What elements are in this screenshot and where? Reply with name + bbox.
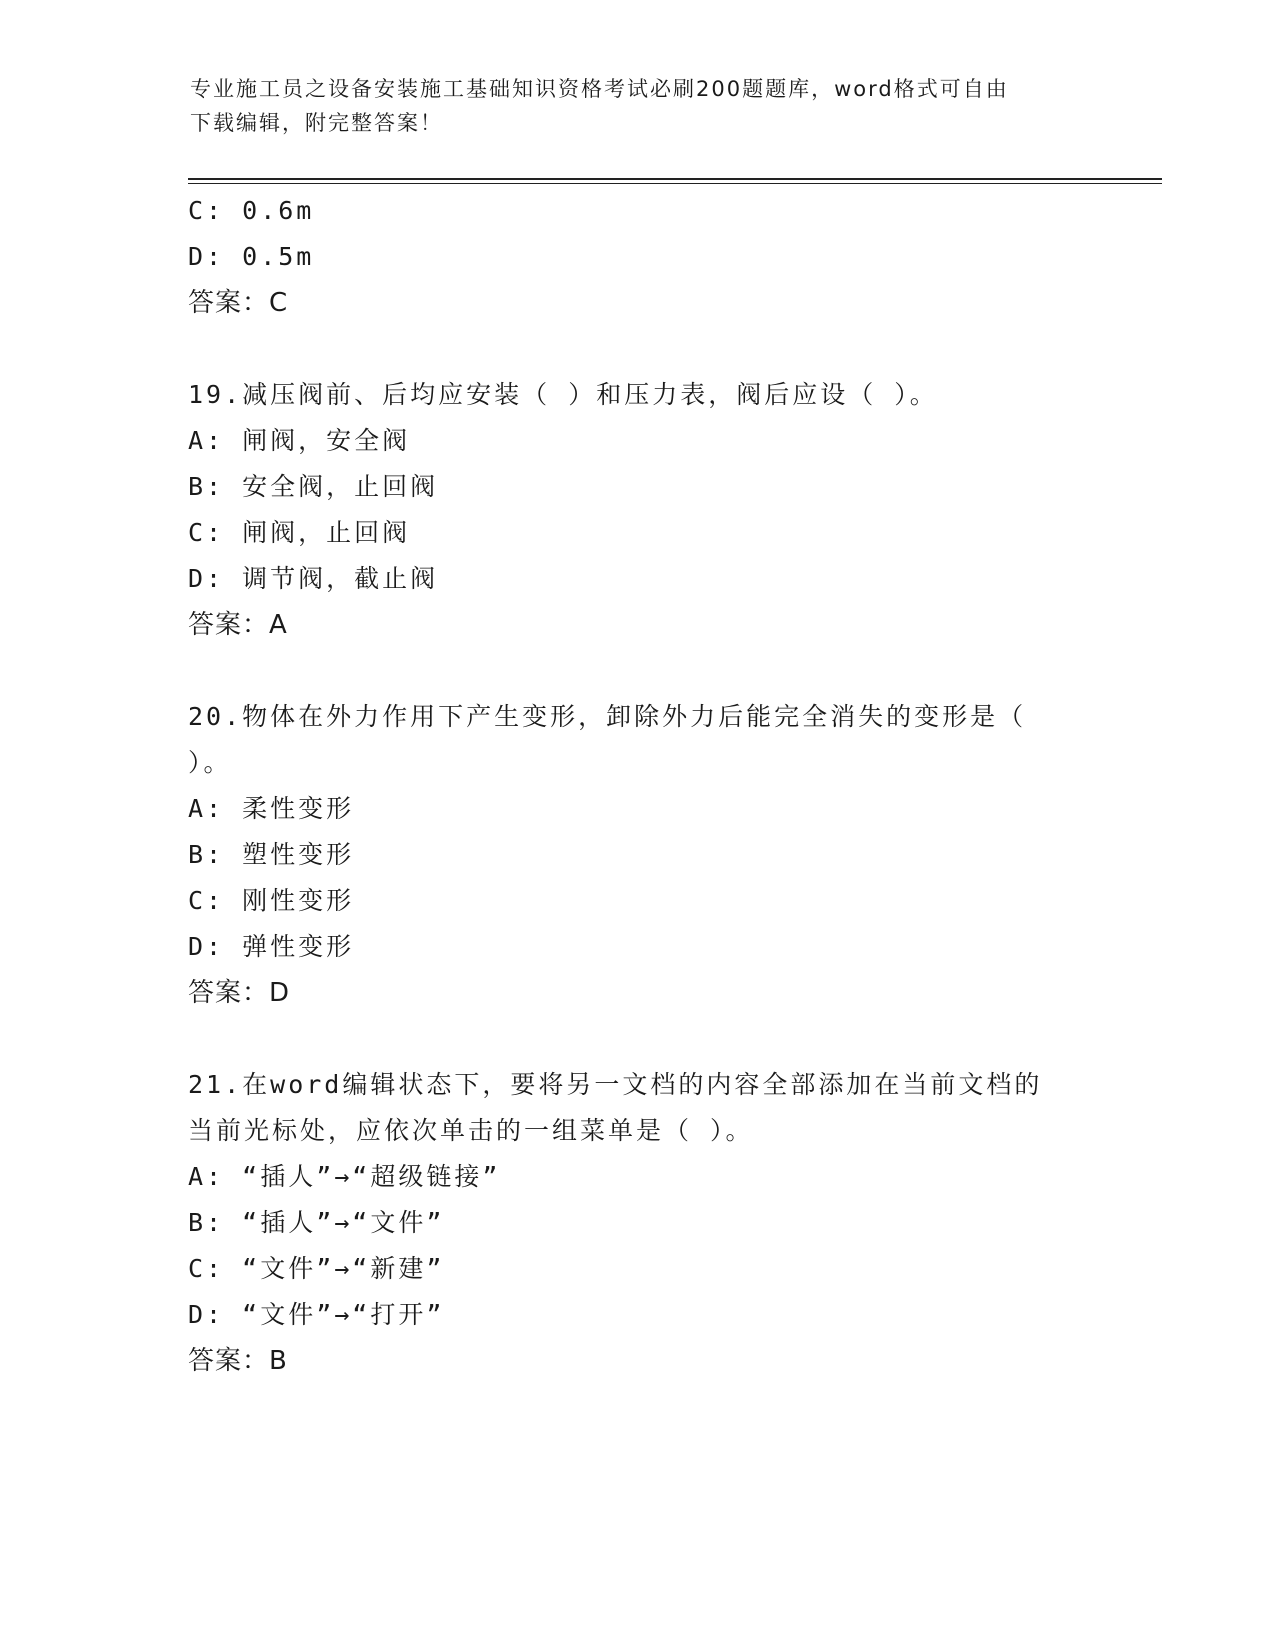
header-title-line-2: 下载编辑，附完整答案！ — [190, 111, 443, 135]
question-text: 21.在word编辑状态下，要将另一文档的内容全部添加在当前文档的 — [188, 1070, 1043, 1099]
document-header — [190, 72, 1090, 140]
question-content — [188, 188, 1088, 1384]
header-rule-thin — [188, 183, 1162, 184]
question-text-continued: 当前光标处，应依次单击的一组菜单是（ ）。 — [188, 1116, 754, 1145]
answer-line: 答案：B — [188, 1346, 288, 1376]
answer-line: 答案：D — [188, 978, 291, 1008]
question-19 — [188, 372, 1088, 648]
header-title-line-1: 专业施工员之设备安装施工基础知识资格考试必刷200题题库，word格式可自由 — [190, 77, 1009, 101]
option-c: C: 刚性变形 — [188, 886, 355, 915]
spacer — [188, 1016, 1088, 1062]
question-text: 20.物体在外力作用下产生变形，卸除外力后能完全消失的变形是（ — [188, 702, 1027, 731]
spacer — [188, 326, 1088, 372]
option-c: C: 闸阀，止回阀 — [188, 518, 411, 547]
question-18-continued — [188, 188, 1088, 326]
option-c: C: “文件”→“新建” — [188, 1254, 445, 1283]
option-a: A: 闸阀，安全阀 — [188, 426, 411, 455]
question-text-continued: ）。 — [188, 748, 232, 777]
answer-line: 答案：C — [188, 288, 289, 318]
option-d: D: 0.5m — [188, 242, 315, 271]
option-a: A: “插人”→“超级链接” — [188, 1162, 501, 1191]
option-d: D: 调节阀，截止阀 — [188, 564, 439, 593]
option-d: D: 弹性变形 — [188, 932, 355, 961]
header-rule-thick — [188, 178, 1162, 180]
question-text: 19.减压阀前、后均应安装（ ）和压力表，阀后应设（ ）。 — [188, 380, 938, 409]
option-c: C: 0.6m — [188, 196, 315, 225]
option-b: B: 安全阀，止回阀 — [188, 472, 439, 501]
option-a: A: 柔性变形 — [188, 794, 355, 823]
option-b: B: “插人”→“文件” — [188, 1208, 445, 1237]
answer-line: 答案：A — [188, 610, 288, 640]
option-b: B: 塑性变形 — [188, 840, 355, 869]
question-20 — [188, 694, 1088, 1016]
question-21 — [188, 1062, 1088, 1384]
spacer — [188, 648, 1088, 694]
option-d: D: “文件”→“打开” — [188, 1300, 445, 1329]
